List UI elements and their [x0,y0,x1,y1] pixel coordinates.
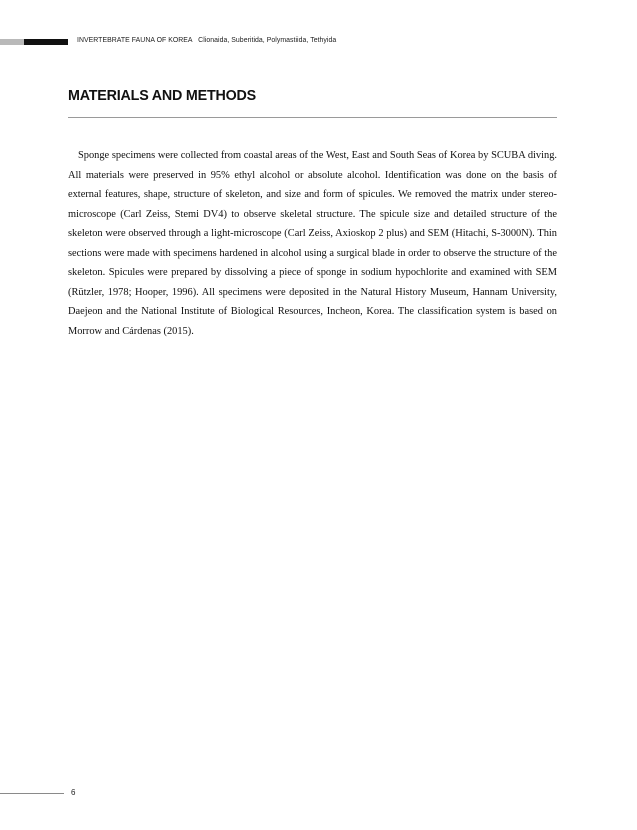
header-accent-bar-dark [24,39,68,45]
running-header-series: INVERTEBRATE FAUNA OF KOREA [77,37,193,44]
page-number: 6 [71,788,76,797]
header-accent-bar-light [0,39,24,45]
section-title: MATERIALS AND METHODS [68,88,257,104]
section-divider [68,117,557,118]
running-header-taxa: Clionaida, Suberitida, Polymastiida, Tethyida [198,37,337,44]
body-paragraph: Sponge specimens were collected from coastal areas of the West, East and South Seas of Korea by SCUBA diving. All materials were preserved in 95% ethyl alcohol or absolute alcohol. Identification was done on the basis of external features, shape, structure of skeleton, and size and form of spicules. We removed the matrix under stereo-microscope (Carl Zeiss, Stemi DV4) to observe skeletal structure. The spicule size and detailed structure of the skeleton were observed through a light-microscope (Carl Zeiss, Axioskop 2 plus) and SEM (Hitachi, S-3000N). Thin sections were made with specimens hardened in alcohol using a surgical blade in order to observe the structure of the skeleton. Spicules were prepared by dissolving a piece of sponge in sodium hypochlorite and examined with SEM (Rützler, 1978; Hooper, 1996). All specimens were deposited in the Natural History Museum, Hannam University, Daejeon and the National Institute of Biological Resources, Incheon, Korea. The classification system is based on Morrow and Cárdenas (2015). [68,150,557,337]
footer-divider [0,793,64,794]
running-header [77,36,336,46]
